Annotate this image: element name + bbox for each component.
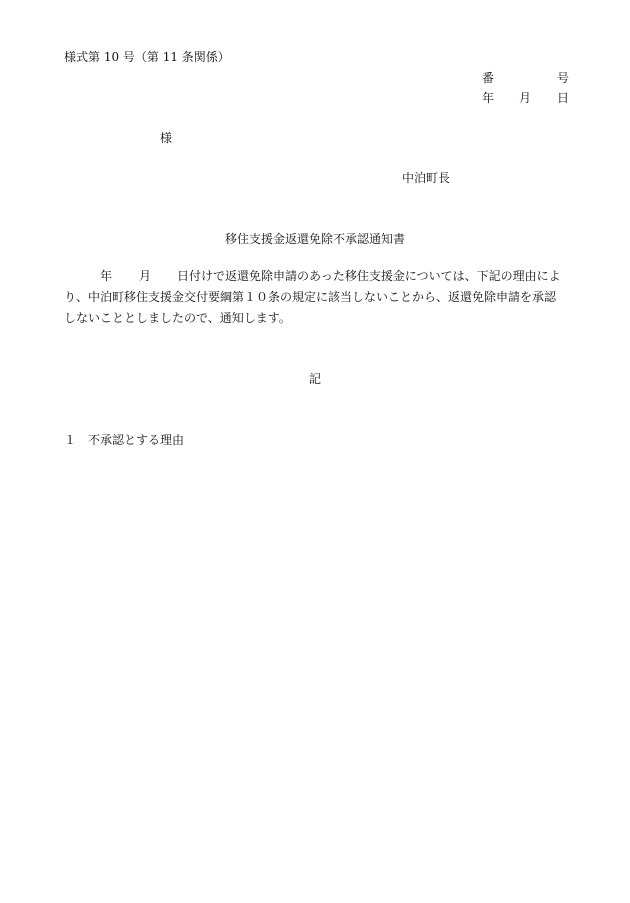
body-line-2: り、中泊町移住支援金交付要綱第１０条の規定に該当しないことから、返還免除申請を承認 [64,290,557,304]
reason-item-label: 不承認とする理由 [88,433,185,447]
body-year-label: 年 [100,269,113,283]
body-line-1-text: 日付けで返還免除申請のあった移住支援金については、下記の理由によ [177,269,561,283]
sender-name: 中泊町長 [402,171,451,185]
document-title: 移住支援金返還免除不承認通知書 [224,232,405,246]
body-month-label: 月 [139,269,152,283]
date-day-label: 日 [557,91,570,105]
body-line-3: しないこととしましたので、通知します。 [64,311,291,325]
form-number: 様式第 10 号（第 11 条関係） [64,50,230,64]
reason-item [64,432,184,448]
body-paragraph [64,266,568,329]
reason-item-number: １ [64,433,77,447]
document-number-suffix: 号 [557,71,570,85]
document-number-label: 番 [482,71,495,85]
date-month-label: 月 [519,91,532,105]
date-year-label: 年 [482,91,495,105]
body-line-1 [64,266,568,287]
recipient-honorific: 様 [160,131,173,145]
ki-heading: 記 [308,372,321,386]
